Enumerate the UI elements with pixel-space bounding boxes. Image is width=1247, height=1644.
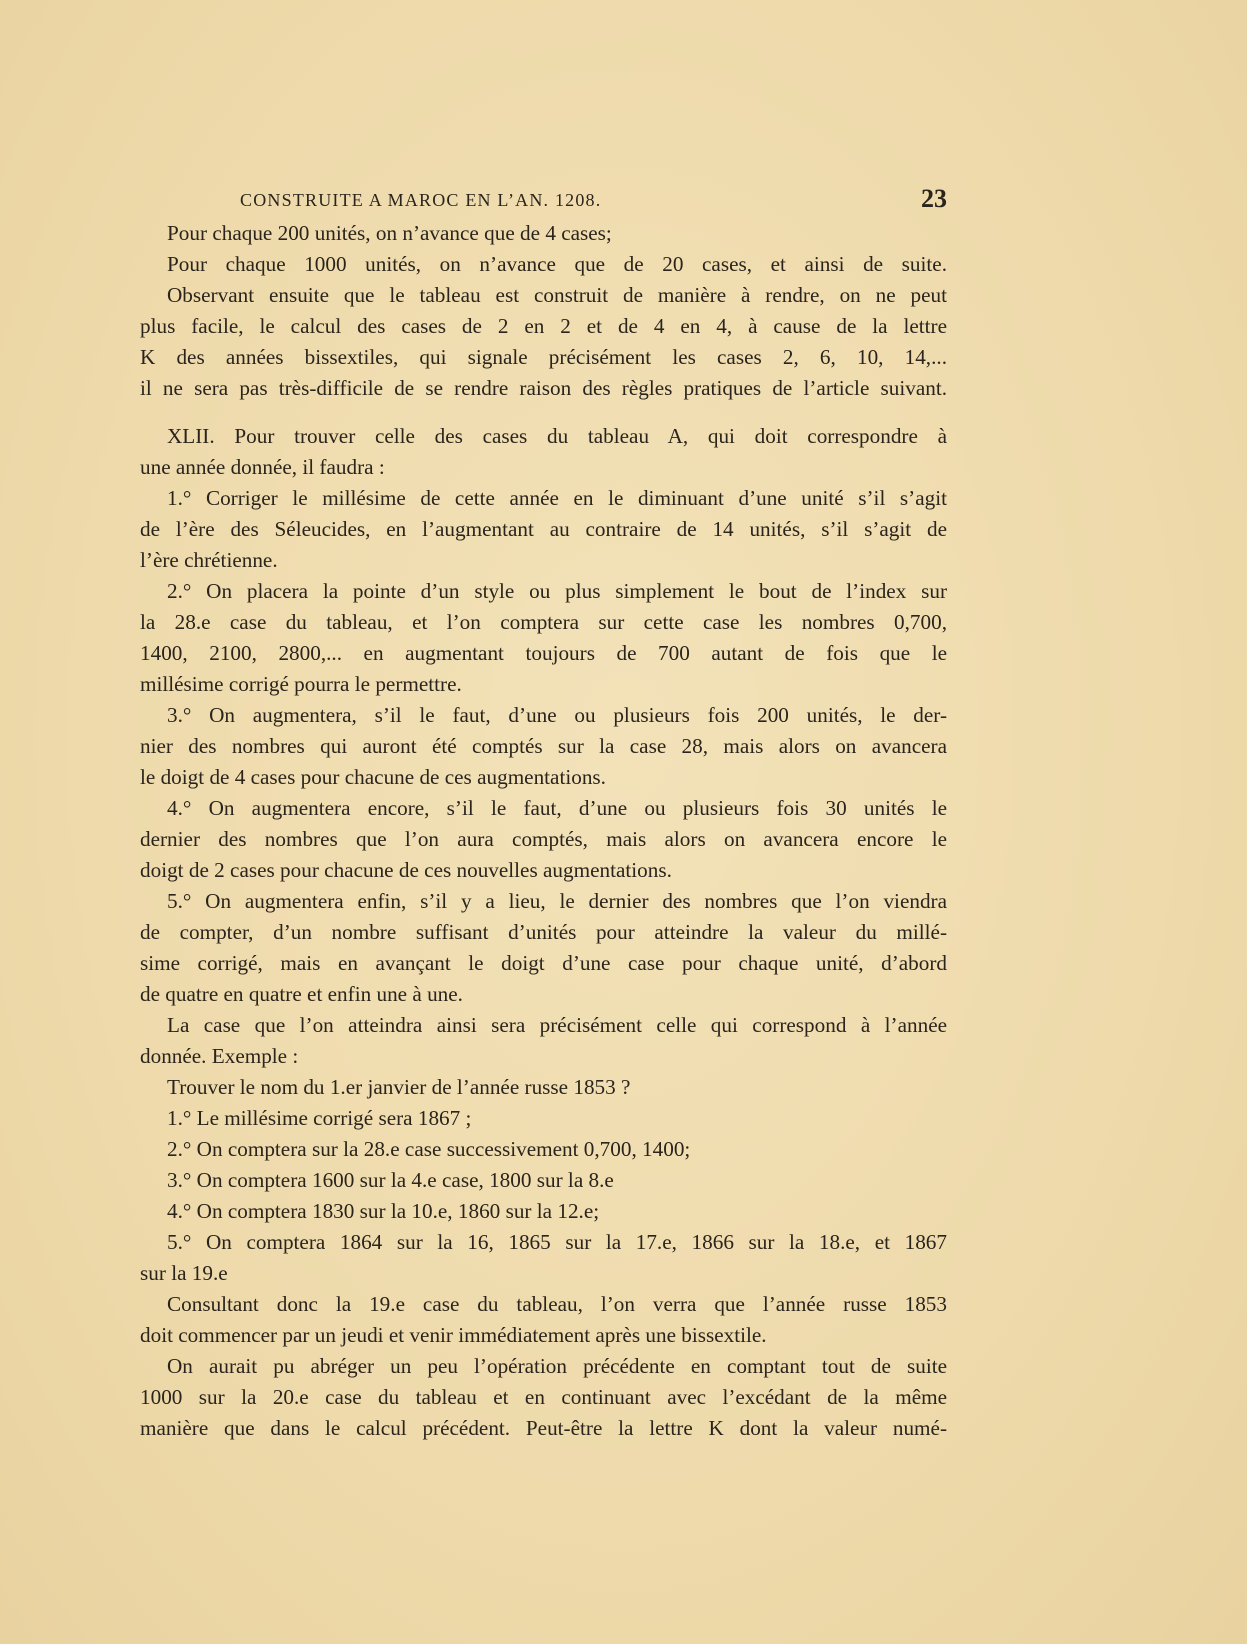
text-line: de l’ère des Séleucides, en l’augmentant au contraire de 14 unités, s’il s’agit de: [140, 517, 947, 541]
page-header: [140, 186, 947, 216]
text-line: Observant ensuite que le tableau est construit de manière à rendre, on ne peut: [167, 283, 947, 307]
text-line: La case que l’on atteindra ainsi sera précisément celle qui correspond à l’année: [167, 1013, 947, 1037]
page-body: [140, 218, 947, 1444]
text-line: la 28.e case du tableau, et l’on comptera sur cette case les nombres 0,700,: [140, 610, 947, 634]
text-line: il ne sera pas très-difficile de se rendre raison des règles pratiques de l’article suivant.: [140, 376, 947, 400]
text-line: de compter, d’un nombre suffisant d’unités pour atteindre la valeur du millé-: [140, 920, 947, 944]
text-line: 4.° On comptera 1830 sur la 10.e, 1860 sur la 12.e;: [167, 1199, 600, 1223]
text-line: 3.° On augmentera, s’il le faut, d’une ou plusieurs fois 200 unités, le der-: [167, 703, 947, 727]
text-line: 1.° Corriger le millésime de cette année en le diminuant d’une unité s’il s’agit: [167, 486, 947, 510]
text-line: XLII. Pour trouver celle des cases du tableau A, qui doit correspondre à: [167, 424, 947, 448]
text-line: manière que dans le calcul précédent. Peut-être la lettre K dont la valeur numé-: [140, 1416, 947, 1440]
text-line: nier des nombres qui auront été comptés sur la case 28, mais alors on avancera: [140, 734, 947, 758]
text-line: Consultant donc la 19.e case du tableau, l’on verra que l’année russe 1853: [167, 1292, 947, 1316]
text-line: plus facile, le calcul des cases de 2 en 2 et de 4 en 4, à cause de la lettre: [140, 314, 947, 338]
text-line: le doigt de 4 cases pour chacune de ces augmentations.: [140, 765, 606, 789]
text-line: Pour chaque 200 unités, on n’avance que de 4 cases;: [167, 221, 612, 245]
text-line: donnée. Exemple :: [140, 1044, 299, 1068]
text-line: millésime corrigé pourra le permettre.: [140, 672, 462, 696]
text-line: doigt de 2 cases pour chacune de ces nouvelles augmentations.: [140, 858, 672, 882]
text-line: K des années bissextiles, qui signale précisément les cases 2, 6, 10, 14,...: [140, 345, 947, 369]
text-line: Pour chaque 1000 unités, on n’avance que de 20 cases, et ainsi de suite.: [167, 252, 947, 276]
text-line: sur la 19.e: [140, 1261, 228, 1285]
text-line: une année donnée, il faudra :: [140, 455, 385, 479]
text-line: Trouver le nom du 1.er janvier de l’année russe 1853 ?: [167, 1075, 631, 1099]
text-line: 2.° On comptera sur la 28.e case successivement 0,700, 1400;: [167, 1137, 691, 1161]
text-line: l’ère chrétienne.: [140, 548, 278, 572]
text-line: 1400, 2100, 2800,... en augmentant toujours de 700 autant de fois que le: [140, 641, 947, 665]
text-line: 2.° On placera la pointe d’un style ou plus simplement le bout de l’index sur: [167, 579, 947, 603]
text-line: de quatre en quatre et enfin une à une.: [140, 982, 463, 1006]
text-line: 5.° On augmentera enfin, s’il y a lieu, le dernier des nombres que l’on viendra: [167, 889, 947, 913]
text-line: dernier des nombres que l’on aura comptés, mais alors on avancera encore le: [140, 827, 947, 851]
text-line: 1000 sur la 20.e case du tableau et en continuant avec l’excédant de la même: [140, 1385, 947, 1409]
text-line: sime corrigé, mais en avançant le doigt d’une case pour chaque unité, d’abord: [140, 951, 947, 975]
paragraph-gap: [140, 404, 947, 421]
text-line: 5.° On comptera 1864 sur la 16, 1865 sur la 17.e, 1866 sur la 18.e, et 1867: [167, 1230, 947, 1254]
running-title: CONSTRUITE A MAROC EN L’AN. 1208.: [240, 190, 602, 210]
text-line: doit commencer par un jeudi et venir immédiatement après une bissextile.: [140, 1323, 767, 1347]
text-line: 4.° On augmentera encore, s’il le faut, d’une ou plusieurs fois 30 unités le: [167, 796, 947, 820]
text-line: 1.° Le millésime corrigé sera 1867 ;: [167, 1106, 472, 1130]
page-number: 23: [921, 184, 947, 213]
text-line: 3.° On comptera 1600 sur la 4.e case, 1800 sur la 8.e: [167, 1168, 614, 1192]
text-line: On aurait pu abréger un peu l’opération précédente en comptant tout de suite: [167, 1354, 947, 1378]
